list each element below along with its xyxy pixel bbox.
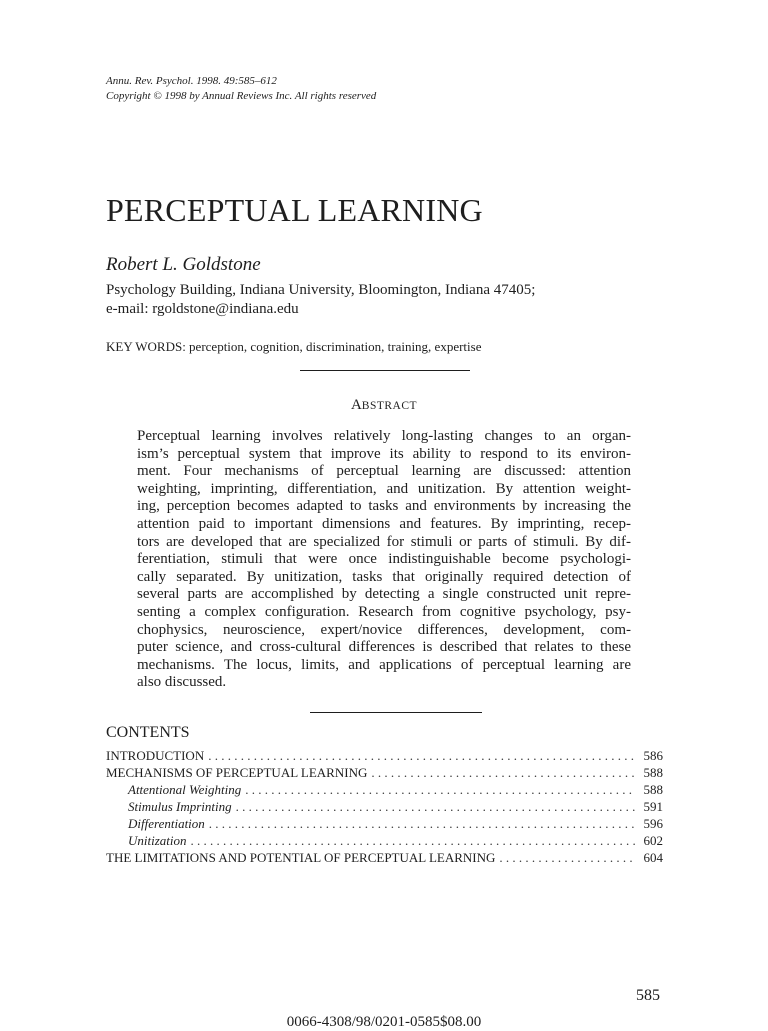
page-number: 585 xyxy=(636,987,660,1004)
toc-entry-mechanisms[interactable] xyxy=(106,765,663,782)
toc-leader-dots xyxy=(245,782,635,798)
abstract-line: also discussed. xyxy=(137,674,227,691)
toc-entry-label: INTRODUCTION xyxy=(106,748,205,763)
abstract-heading-rest: BSTRACT xyxy=(361,400,418,412)
toc-entry-page: 596 xyxy=(643,816,663,831)
toc-entry-label: Attentional Weighting xyxy=(128,782,242,797)
abstract-line: weighting, imprinting, differentiation, and unitization. By attention weight- xyxy=(137,480,631,497)
abstract-line: several parts are accomplished by detecting a single constructed unit repre- xyxy=(137,586,631,603)
abstract-heading xyxy=(0,397,768,414)
abstract-line: senting a complex configuration. Research from cognitive psychology, psy- xyxy=(137,603,631,620)
toc-leader-dots xyxy=(371,765,635,781)
abstract-line: chophysics, neuroscience, expert/novice differences, development, com- xyxy=(137,621,631,638)
toc-entry-page: 588 xyxy=(643,782,663,797)
author-name: Robert L. Goldstone xyxy=(106,254,261,275)
toc-entry-limitations[interactable] xyxy=(106,850,663,867)
divider-rule xyxy=(300,370,470,371)
toc-entry-unitization[interactable] xyxy=(106,833,663,850)
toc-leader-dots xyxy=(499,850,635,866)
journal-header xyxy=(106,74,376,104)
toc-entry-label: THE LIMITATIONS AND POTENTIAL OF PERCEPTUAL LEARNING xyxy=(106,850,496,865)
abstract-line: ferentiation, stimuli that were once indistinguishable become psychologi- xyxy=(137,551,631,568)
affiliation-line-1: Psychology Building, Indiana University, Bloomington, Indiana 47405; xyxy=(106,282,536,298)
toc-entry-label: MECHANISMS OF PERCEPTUAL LEARNING xyxy=(106,765,368,780)
abstract-line: cally separated. By unitization, tasks that originally required detection of xyxy=(137,568,631,585)
toc-entry-label: Stimulus Imprinting xyxy=(128,799,232,814)
toc-entry-page: 604 xyxy=(643,850,663,865)
toc-entry-label: Unitization xyxy=(128,833,187,848)
table-of-contents xyxy=(106,748,663,867)
journal-citation: Annu. Rev. Psychol. 1998. 49:585–612 xyxy=(106,75,277,87)
abstract-body xyxy=(137,428,631,692)
affiliation-email: e-mail: rgoldstone@indiana.edu xyxy=(106,301,299,317)
toc-entry-stimulus-imprinting[interactable] xyxy=(106,799,663,816)
toc-entry-differentiation[interactable] xyxy=(106,816,663,833)
toc-entry-page: 588 xyxy=(643,765,663,780)
divider-rule xyxy=(310,712,482,713)
toc-leader-dots xyxy=(191,833,635,849)
abstract-line: ment. Four mechanisms of perceptual learning are discussed: attention xyxy=(137,463,631,480)
toc-leader-dots xyxy=(208,748,635,764)
abstract-line: ing, perception becomes adapted to tasks and environments by increasing the xyxy=(137,498,631,515)
abstract-heading-initial: A xyxy=(350,397,362,413)
abstract-line: attention paid to important dimensions and features. By imprinting, recep- xyxy=(137,515,631,532)
copyright-line: Copyright © 1998 by Annual Reviews Inc. All rights reserved xyxy=(106,90,377,102)
abstract-line: tors are developed that are specialized for stimuli or parts of stimuli. By dif- xyxy=(137,533,631,550)
keywords-line: KEY WORDS: perception, cognition, discrimination, training, expertise xyxy=(106,339,482,354)
toc-entry-introduction[interactable] xyxy=(106,748,663,765)
toc-entry-label: Differentiation xyxy=(128,816,205,831)
footer-code: 0066-4308/98/0201-0585$08.00 xyxy=(286,1014,482,1030)
toc-entry-page: 586 xyxy=(643,748,663,763)
contents-heading: CONTENTS xyxy=(106,724,190,741)
abstract-line: ism’s perceptual system that improve its ability to respond to its environ- xyxy=(137,445,631,462)
abstract-line: mechanisms. The locus, limits, and applications of perceptual learning are xyxy=(137,656,631,673)
abstract-line: puter science, and cross-cultural differences is described that relates to these xyxy=(137,639,631,656)
toc-entry-page: 602 xyxy=(643,833,663,848)
paper-title: PERCEPTUAL LEARNING xyxy=(106,192,483,228)
toc-leader-dots xyxy=(209,816,635,832)
toc-entry-attentional-weighting[interactable] xyxy=(106,782,663,799)
author-affiliation xyxy=(106,281,535,319)
abstract-line: Perceptual learning involves relatively long-lasting changes to an organ- xyxy=(137,428,631,444)
toc-entry-page: 591 xyxy=(643,799,663,814)
toc-leader-dots xyxy=(236,799,635,815)
